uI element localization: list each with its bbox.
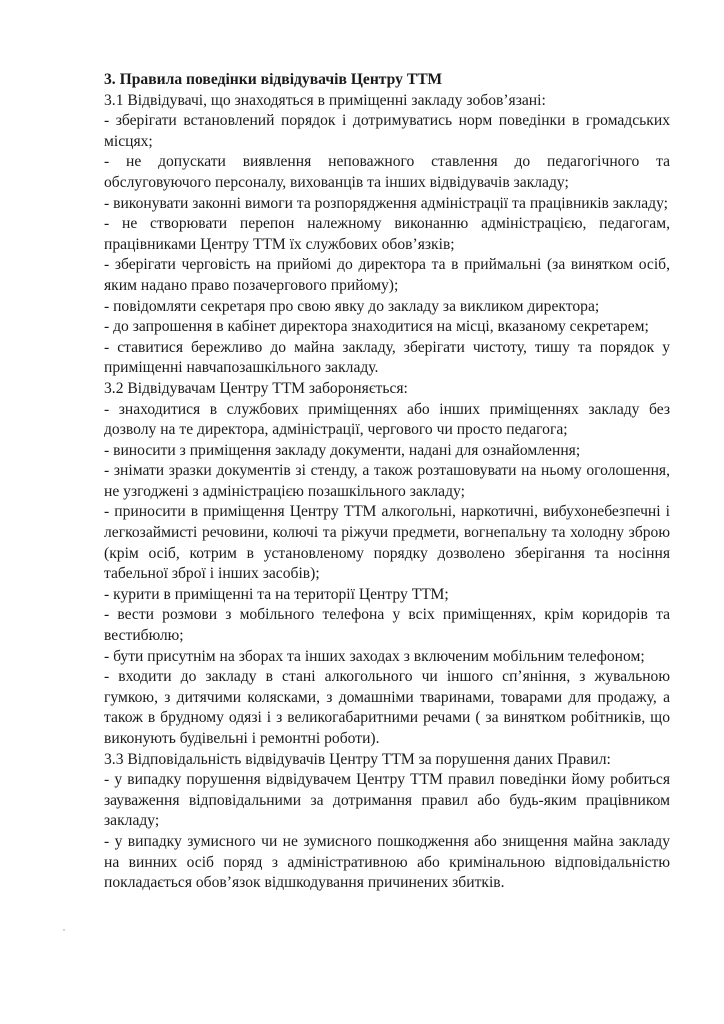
responsibility-item: - у випадку зумисного чи не зумисного пошкодження або знищення майна закладу на винних осіб поряд з адміністративною або кримінальною відповідальністю покладається обов’язок відшкодування причинених збитків. [104, 832, 670, 892]
rule-item: - не створювати перепон належному виконанню адміністрацією, педагогам, працівниками Центру ТТМ їх службових обов’язків; [104, 215, 670, 253]
scan-speck [63, 929, 65, 931]
section-title: 3. Правила поведінки відвідувачів Центру ТТМ [104, 71, 443, 88]
rule-item: - зберігати черговість на прийомі до директора та в приймальні (за винятком осіб, яким надано право позачергового прийому); [104, 256, 670, 294]
section-3-1-heading: 3.1 Відвідувачі, що знаходяться в приміщенні закладу зобов’язані: [104, 91, 546, 109]
prohibition-item: - входити до закладу в стані алкогольного чи іншого сп’яніння, з жувальною гумкою, з дитячими колясками, з домашніми тваринами, товарами для продажу, а також в брудному одязі і з великогабаритними речами ( за винятком робітників, що виконують будівельні і ремонтні роботи). [104, 668, 670, 747]
prohibition-item: - виносити з приміщення закладу документи, надані для ознайомлення; [104, 441, 581, 459]
prohibition-item: - знаходитися в службових приміщеннях або інших приміщеннях закладу без дозволу на те директора, адміністрації, чергового чи просто педагога; [104, 400, 670, 439]
prohibition-item: - вести розмови з мобільного телефона у всіх приміщеннях, крім коридорів та вестибюлю; [104, 606, 670, 645]
section-3-3-heading: 3.3 Відповідальність відвідувачів Центру ТТМ за порушення даних Правил: [104, 750, 611, 768]
prohibition-item: - бути присутнім на зборах та інших заходах з включеним мобільним телефоном; [104, 647, 645, 665]
rule-item: - ставитися бережливо до майна закладу, зберігати чистоту, тишу та порядок у приміщенні навчапозашкільного закладу. [104, 338, 670, 377]
document-body [104, 70, 670, 894]
rule-item: - зберігати встановлений порядок і дотримуватись норм поведінки в громадських місцях; [104, 112, 670, 150]
rule-item: - виконувати законні вимоги та розпорядження адміністрації та працівників закладу; [104, 194, 669, 212]
rule-item: - повідомляти секретаря про свою явку до закладу за викликом директора; [104, 297, 600, 315]
responsibility-item: - у випадку порушення відвідувачем Центру ТТМ правил поведінки йому робиться зауваження відповідальними за дотримання правил або будь-яким працівником закладу; [104, 771, 670, 830]
prohibition-item: - знімати зразки документів зі стенду, а також розташовувати на ньому оголошення, не узгоджені з адміністрацією позашкільного закладу; [104, 462, 670, 500]
prohibition-item: - курити в приміщенні та на території Центру ТТМ; [104, 585, 449, 603]
rule-item: - не допускати виявлення неповажного ставлення до педагогічного та обслуговуючого персоналу, вихованців та інших відвідувачів закладу; [104, 153, 670, 191]
prohibition-item: - приносити в приміщення Центру ТТМ алкогольні, наркотичні, вибухонебезпечні і легкозаймисті речовини, колючі та ріжучи предмети, вогнепальну та холодну зброю (крім осіб, котрим в установленому порядку дозволено зберігання та носіння табельної зброї і інших засобів); [104, 503, 670, 583]
section-3-2-heading: 3.2 Відвідувачам Центру ТТМ забороняється: [104, 379, 408, 397]
rule-item: - до запрошення в кабінет директора знаходитися на місці, вказаному секретарем; [104, 318, 649, 336]
